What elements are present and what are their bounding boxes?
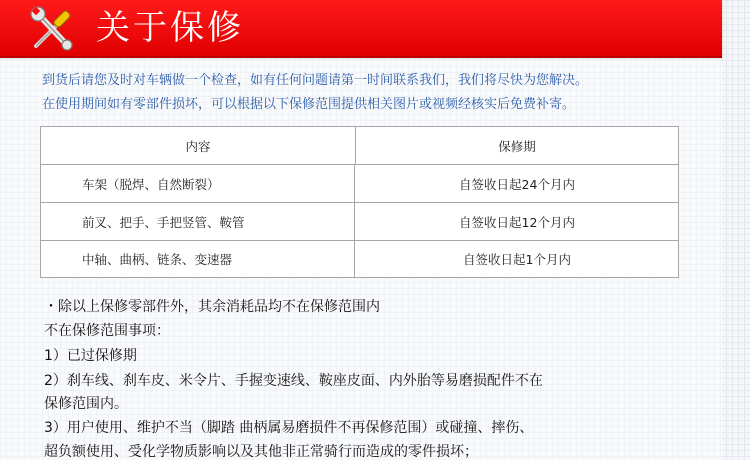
exclusion-item: 2）刹车线、刹车皮、米令片、手握变速线、鞍座皮面、内外胎等易磨损配件不在 xyxy=(44,373,543,389)
table-cell-period: 自签收日起12个月内 xyxy=(459,214,575,230)
warranty-table xyxy=(40,126,679,278)
header-banner xyxy=(0,0,722,58)
table-header-row xyxy=(41,127,678,165)
table-row xyxy=(41,241,678,277)
page-title: 关于保修 xyxy=(96,8,244,48)
exclusions-title: 不在保修范围事项： xyxy=(44,323,170,339)
wrench-screwdriver-icon xyxy=(28,6,76,52)
table-cell-period: 自签收日起24个月内 xyxy=(459,176,575,192)
column-header-content: 内容 xyxy=(41,127,356,164)
exclusion-item-continued: 超负额使用、受化学物质影响以及其他非正常骑行而造成的零件损坏； xyxy=(44,444,478,460)
table-cell-period: 自签收日起1个月内 xyxy=(463,252,571,267)
table-cell-content: 中轴、曲柄、链条、变速器 xyxy=(41,241,355,277)
exclusion-item-continued: 保修范围内。 xyxy=(44,396,128,412)
table-row xyxy=(41,203,678,241)
bullet-note: ・除以上保修零部件外，其余消耗品均不在保修范围内 xyxy=(44,299,380,315)
table-row xyxy=(41,165,678,203)
exclusion-item: 1）已过保修期 xyxy=(44,348,137,364)
column-header-period: 保修期 xyxy=(498,138,536,154)
table-cell-content: 前叉、把手、手把竖管、鞍管 xyxy=(41,203,355,240)
intro-note: 在使用期间如有零部件损坏，可以根据以下保修范围提供相关图片或视频经核实后免费补寄。 xyxy=(42,97,576,112)
intro-note: 到货后请您及时对车辆做一个检查，如有任何问题请第一时间联系我们，我们将尽快为您解决。 xyxy=(42,73,589,88)
exclusion-item: 3）用户使用、维护不当（脚踏 曲柄属易磨损件不再保修范围）或碰撞、摔伤、 xyxy=(44,420,534,436)
content-area xyxy=(0,58,722,460)
table-cell-content: 车架（脱焊、自然断裂） xyxy=(41,165,355,202)
